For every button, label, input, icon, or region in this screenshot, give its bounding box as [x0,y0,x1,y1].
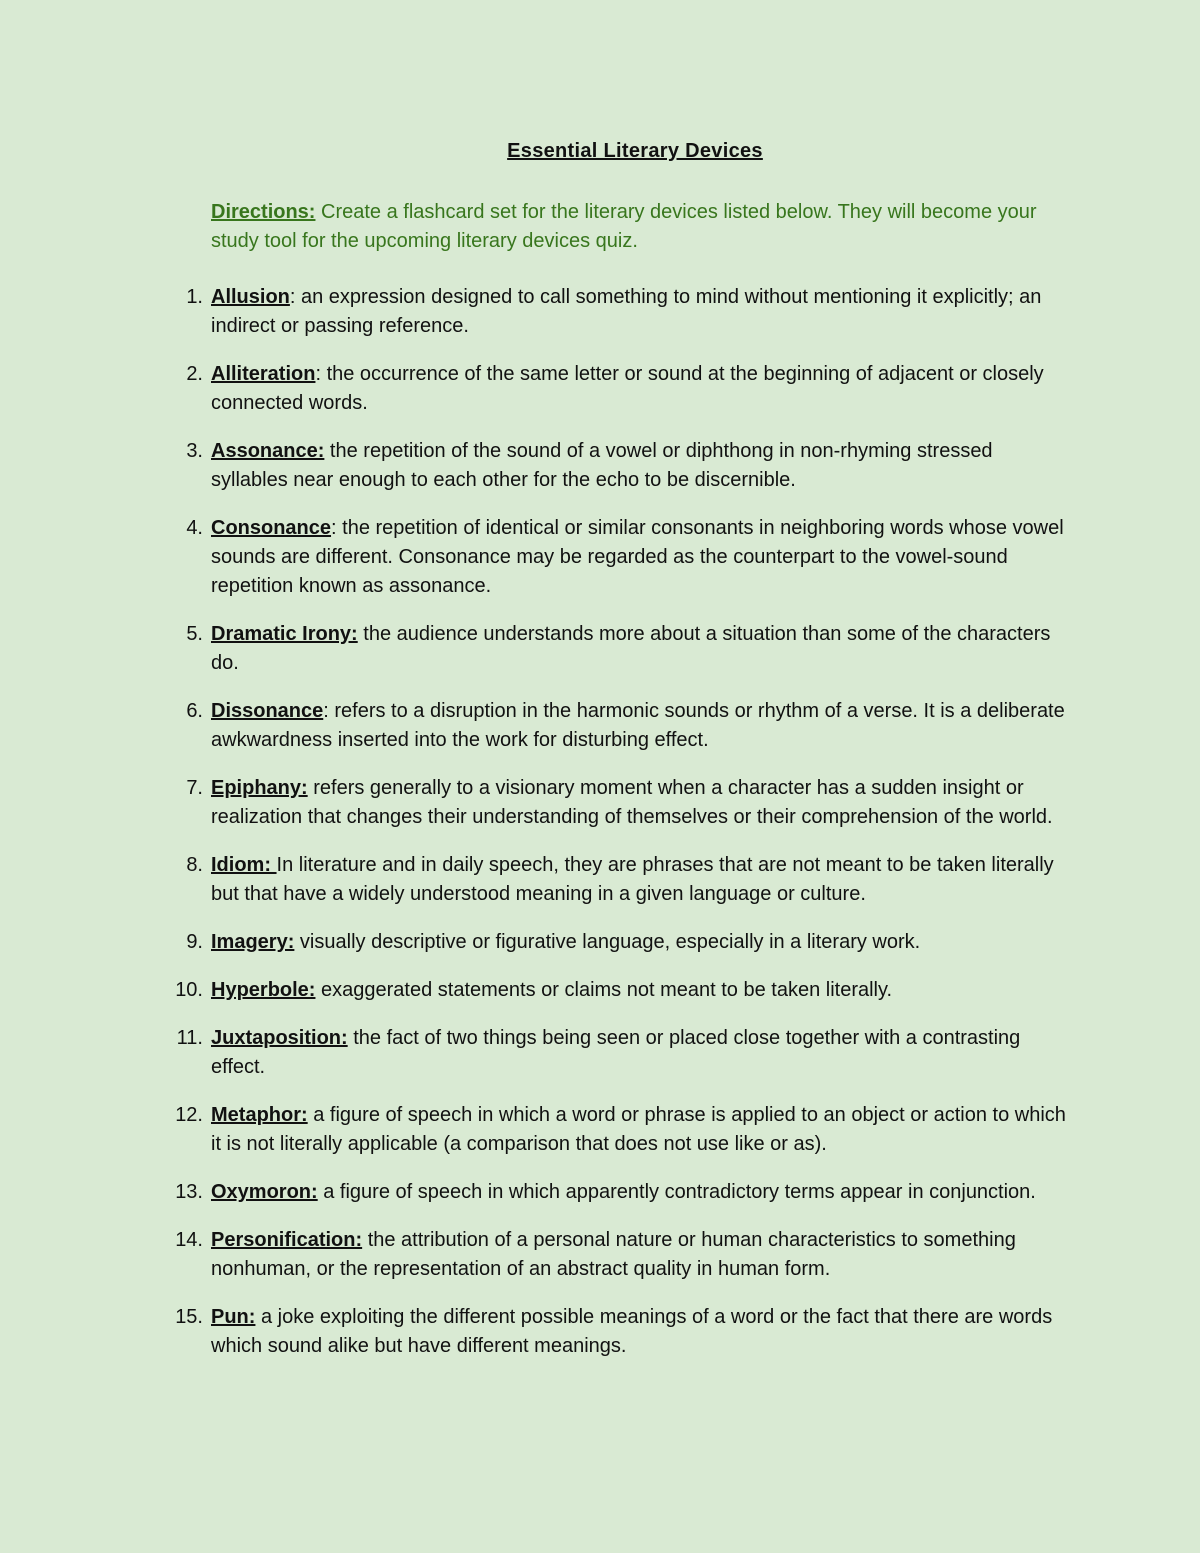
item-term: Epiphany: [211,777,308,799]
item-definition: visually descriptive or figurative language, especially in a literary work. [294,931,921,953]
list-item [0,1024,1071,1082]
item-definition: exaggerated statements or claims not meant to be taken literally. [315,979,893,1001]
list-item [0,976,1071,1005]
item-number: 11. [176,1027,203,1049]
item-number: 3. [186,440,203,462]
item-term: Allusion [211,286,290,308]
item-number: 10. [175,979,203,1001]
item-definition: : the occurrence of the same letter or sound at the beginning of adjacent or closely connected words. [211,363,1044,414]
literary-devices-list [0,283,1200,1380]
item-term: Pun: [211,1306,256,1328]
list-item [0,928,1071,957]
list-item [0,360,1071,418]
item-definition: a figure of speech in which apparently contradictory terms appear in conjunction. [317,1181,1036,1203]
directions-label: Directions: [211,201,316,223]
item-term: Hyperbole: [211,979,316,1001]
item-number: 15. [175,1306,203,1328]
list-item [0,774,1071,832]
item-term: Juxtaposition: [211,1027,348,1049]
item-term: Oxymoron: [211,1181,318,1203]
item-number: 8. [186,854,203,876]
item-term: Imagery: [211,931,295,953]
list-item [0,620,1071,678]
item-term: Assonance: [211,440,325,462]
list-item [0,283,1071,341]
item-number: 9. [186,931,203,953]
item-term: Metaphor: [211,1104,308,1126]
item-term: Personification: [211,1229,363,1251]
document-title: Essential Literary Devices [507,140,763,162]
item-definition: refers generally to a visionary moment when a character has a sudden insight or realization that changes their understanding of themselves or their comprehension of the world. [211,777,1053,828]
item-definition: a figure of speech in which a word or phrase is applied to an object or action to which it is not literally applicable (a comparison that does not use like or as). [211,1104,1066,1155]
item-number: 6. [186,700,203,722]
list-item [0,437,1071,495]
item-definition: In literature and in daily speech, they are phrases that are not meant to be taken literally but that have a widely understood meaning in a given language or culture. [211,854,1054,905]
list-item [0,851,1071,909]
item-number: 1. [186,286,203,308]
item-number: 4. [186,517,203,539]
item-definition: the fact of two things being seen or placed close together with a contrasting effect. [211,1027,1021,1078]
item-number: 7. [186,777,203,799]
list-item [0,697,1071,755]
item-number: 2. [186,363,203,385]
item-term: Alliteration [211,363,316,385]
item-term: Idiom: [211,854,277,876]
list-item [0,1226,1071,1284]
item-number: 12. [175,1104,203,1126]
list-item [0,514,1071,601]
item-definition: the repetition of the sound of a vowel or diphthong in non-rhyming stressed syllables near enough to each other for the echo to be discernible. [211,440,993,491]
item-definition: the attribution of a personal nature or human characteristics to something nonhuman, or the representation of an abstract quality in human form. [211,1229,1016,1280]
item-definition: : the repetition of identical or similar consonants in neighboring words whose vowel sounds are different. Consonance may be regarded as the counterpart to the vowel-sound repetition known as assonance. [211,517,1064,597]
item-definition: : refers to a disruption in the harmonic sounds or rhythm of a verse. It is a deliberate awkwardness inserted into the work for disturbing effect. [211,700,1065,751]
item-definition: the audience understands more about a situation than some of the characters do. [211,623,1051,674]
item-term: Dramatic Irony: [211,623,358,645]
item-number: 13. [175,1181,203,1203]
item-definition: a joke exploiting the different possible meanings of a word or the fact that there are words which sound alike but have different meanings. [211,1306,1053,1357]
directions-text: Create a flashcard set for the literary devices listed below. They will become your study tool for the upcoming literary devices quiz. [211,201,1037,252]
directions-paragraph [211,198,1071,256]
list-item [0,1101,1071,1159]
item-number: 5. [186,623,203,645]
list-item [0,1178,1071,1207]
item-term: Dissonance [211,700,324,722]
item-definition: : an expression designed to call something to mind without mentioning it explicitly; an indirect or passing reference. [211,286,1042,337]
list-item [0,1303,1071,1361]
item-term: Consonance [211,517,332,539]
item-number: 14. [175,1229,203,1251]
